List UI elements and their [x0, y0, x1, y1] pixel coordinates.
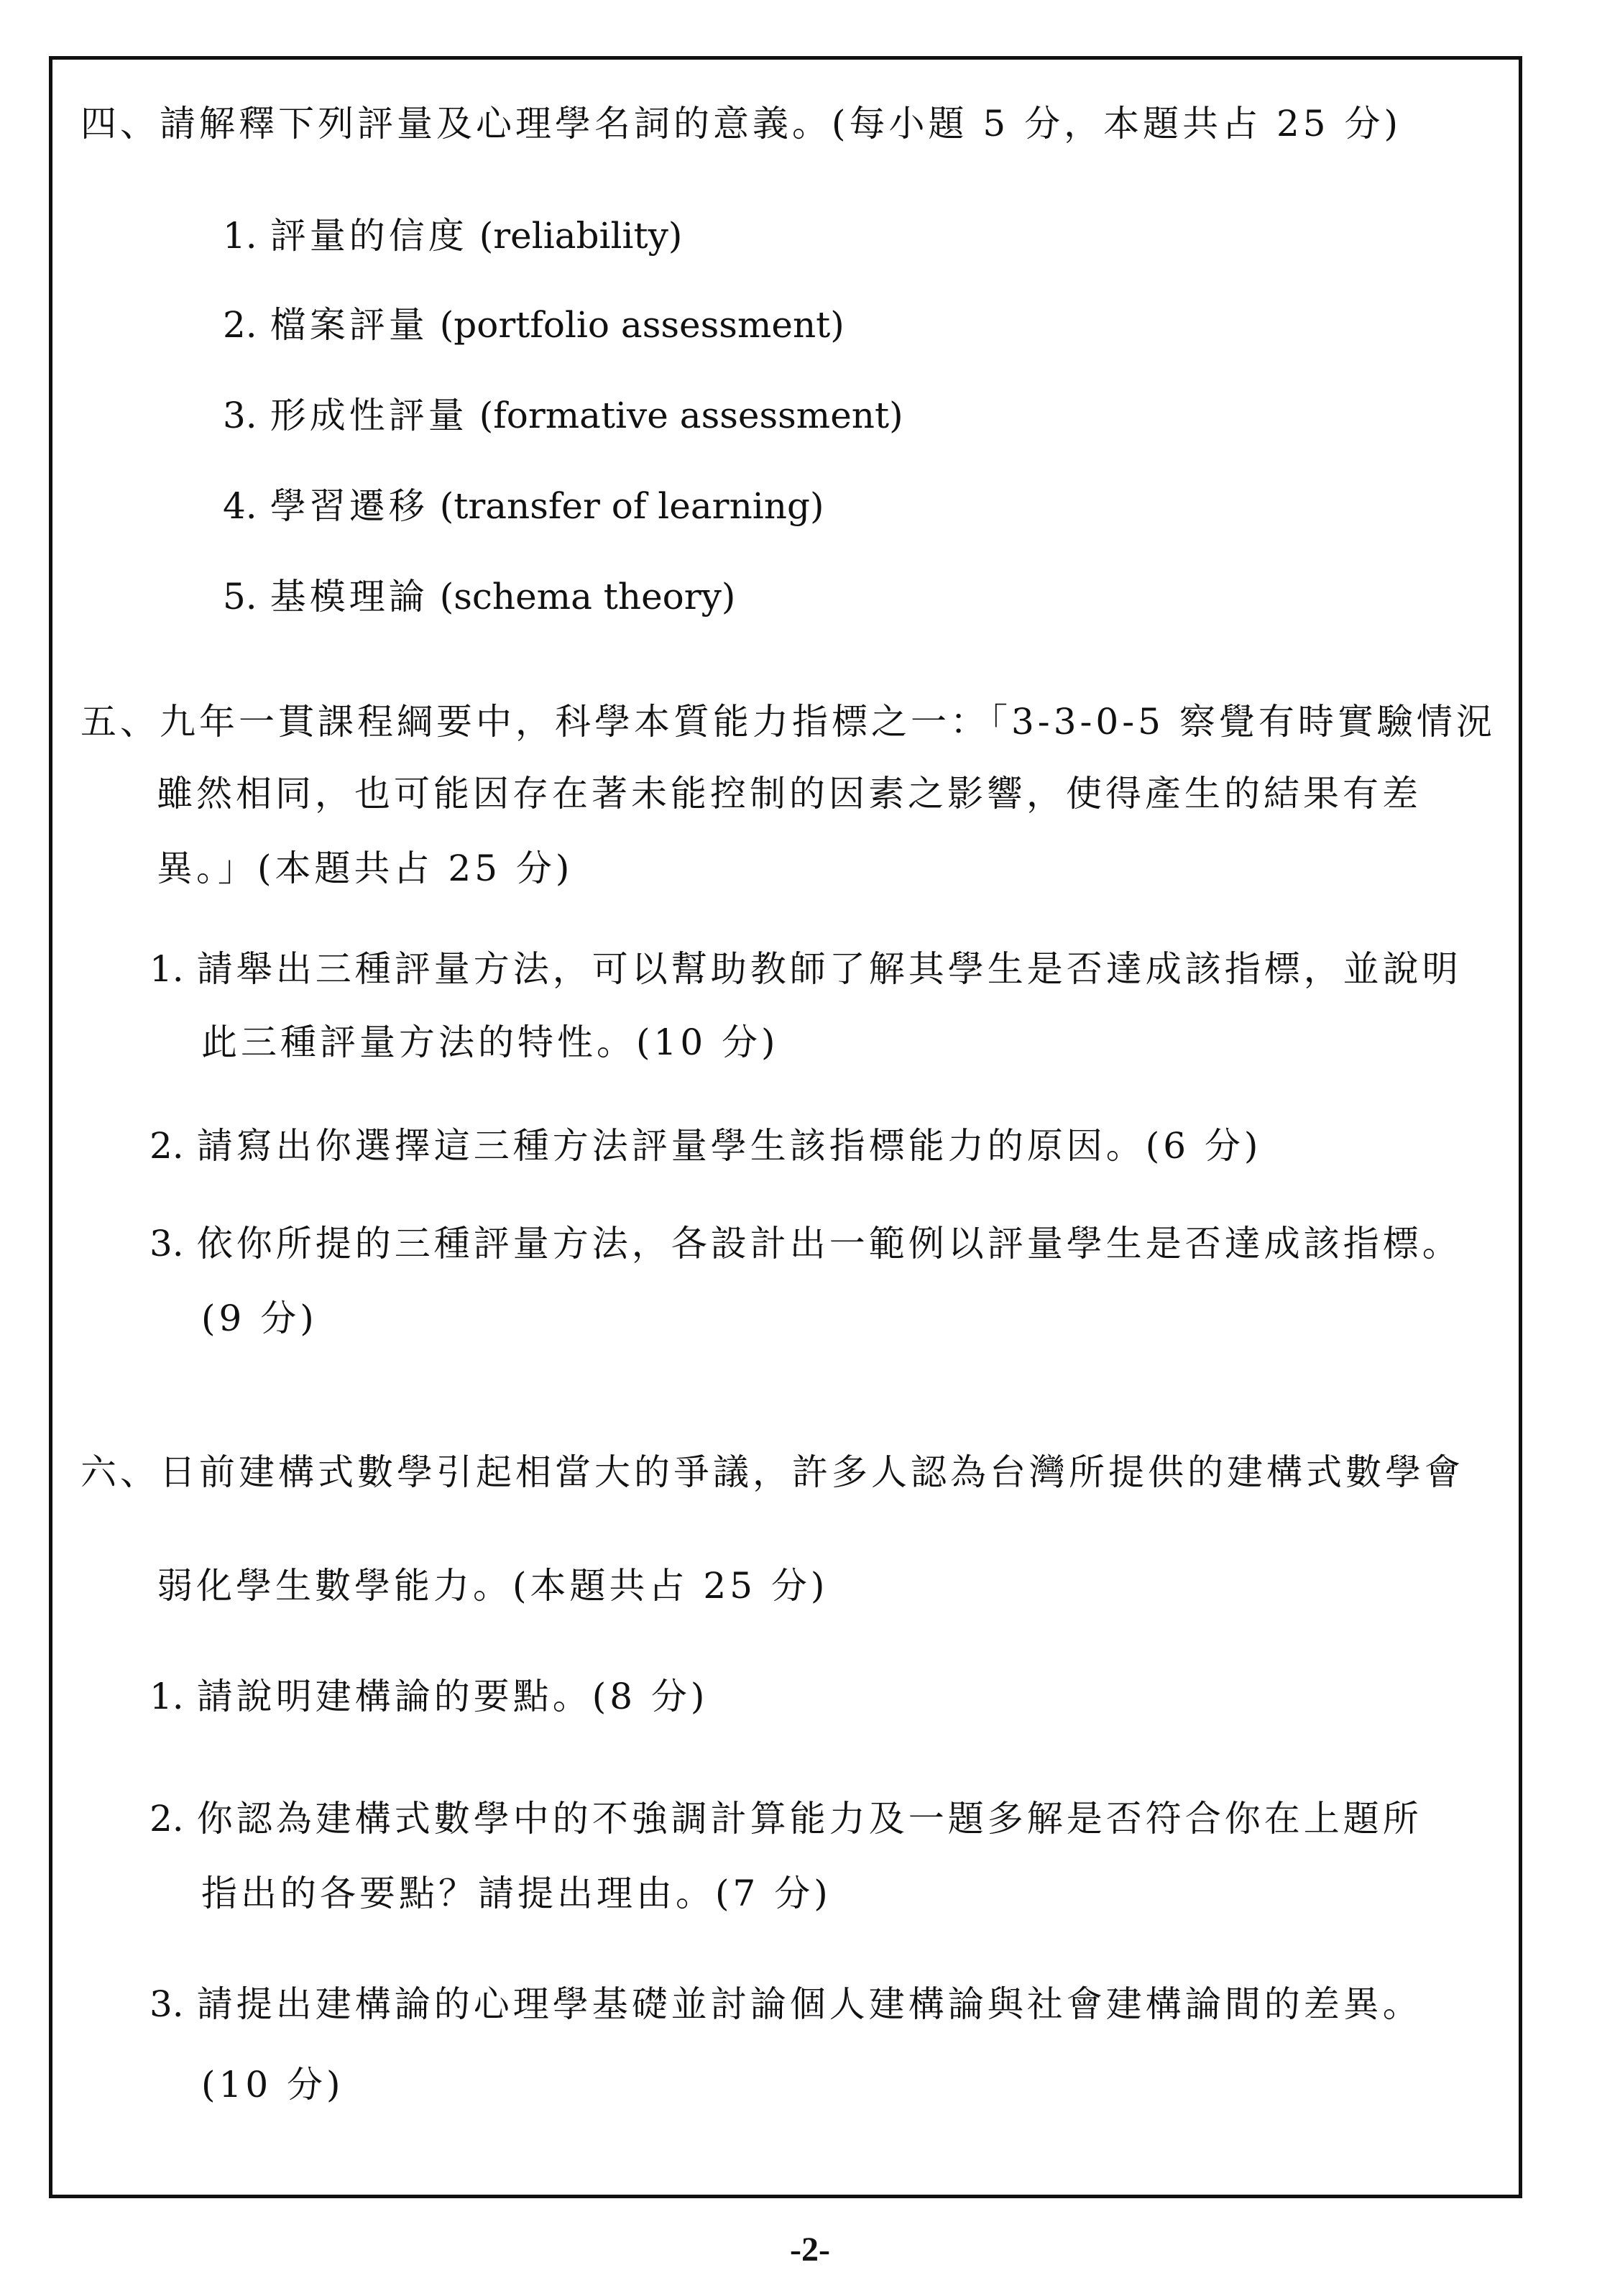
q6-header-line-1: 六、日前建構式數學引起相當大的爭議，許多人認為台灣所提供的建構式數學會 [80, 1451, 1464, 1493]
q5-header-line-3: 異。」(本題共占 25 分) [157, 848, 574, 889]
item-number: 1. [149, 1676, 184, 1717]
item-number: 2. [149, 1798, 184, 1840]
item-number: 4. [223, 485, 257, 527]
item-text: 你認為建構式數學中的不強調計算能力及一題多解是否符合你在上題所 [196, 1798, 1422, 1840]
q5-item-3 [149, 1222, 1462, 1265]
page-number: -2- [790, 2231, 830, 2269]
q6-item-1 [149, 1675, 708, 1718]
q4-item-2 [223, 303, 844, 346]
item-text: 請寫出你選擇這三種方法評量學生該指標能力的原因。(6 分) [196, 1125, 1262, 1167]
term-en: (transfer of learning) [439, 485, 824, 527]
q4-item-5 [223, 575, 735, 618]
q4-item-3 [223, 394, 903, 437]
q6-item-2-cont: 指出的各要點？請提出理由。(7 分) [201, 1873, 832, 1914]
term-en: (reliability) [479, 215, 683, 257]
item-number: 5. [223, 576, 257, 617]
q6-header-line-2: 弱化學生數學能力。(本題共占 25 分) [157, 1565, 829, 1607]
item-number: 1. [149, 948, 184, 990]
q6-item-3 [149, 1983, 1422, 2026]
q5-item-2 [149, 1124, 1261, 1167]
item-text: 依你所提的三種評量方法，各設計出一範例以評量學生是否達成該指標。 [196, 1223, 1462, 1264]
q5-header-line-1: 五、九年一貫課程綱要中，科學本質能力指標之一：「3-3-0-5 察覺有時實驗情況 [80, 701, 1496, 743]
term-zh: 形成性評量 [270, 395, 468, 436]
q5-item-1 [149, 947, 1462, 991]
term-zh: 基模理論 [270, 576, 428, 617]
item-number: 3. [149, 1983, 184, 2025]
term-zh: 評量的信度 [270, 215, 468, 257]
q5-item-3-cont: (9 分) [201, 1298, 318, 1339]
term-en: (formative assessment) [479, 395, 903, 436]
q4-header: 四、請解釋下列評量及心理學名詞的意義。(每小題 5 分，本題共占 25 分) [80, 103, 1402, 144]
q6-item-2 [149, 1797, 1422, 1840]
q4-item-4 [223, 485, 824, 528]
item-number: 2. [149, 1125, 184, 1167]
item-number: 3. [149, 1223, 184, 1264]
item-number: 3. [223, 395, 257, 436]
item-text: 請說明建構論的要點。(8 分) [196, 1676, 709, 1717]
item-text: 請舉出三種評量方法，可以幫助教師了解其學生是否達成該指標，並說明 [196, 948, 1462, 990]
item-number: 1. [223, 215, 257, 257]
term-zh: 學習遷移 [270, 485, 428, 527]
q5-item-1-cont: 此三種評量方法的特性。(10 分) [201, 1021, 779, 1063]
q4-item-1 [223, 214, 682, 257]
item-text: 請提出建構論的心理學基礎並討論個人建構論與社會建構論間的差異。 [196, 1983, 1422, 2025]
q5-header-line-2: 雖然相同，也可能因存在著未能控制的因素之影響，使得產生的結果有差 [157, 773, 1422, 814]
item-number: 2. [223, 304, 257, 346]
term-zh: 檔案評量 [270, 304, 428, 346]
q6-item-3-cont: (10 分) [201, 2064, 344, 2106]
term-en: (portfolio assessment) [439, 304, 844, 346]
term-en: (schema theory) [439, 576, 736, 617]
